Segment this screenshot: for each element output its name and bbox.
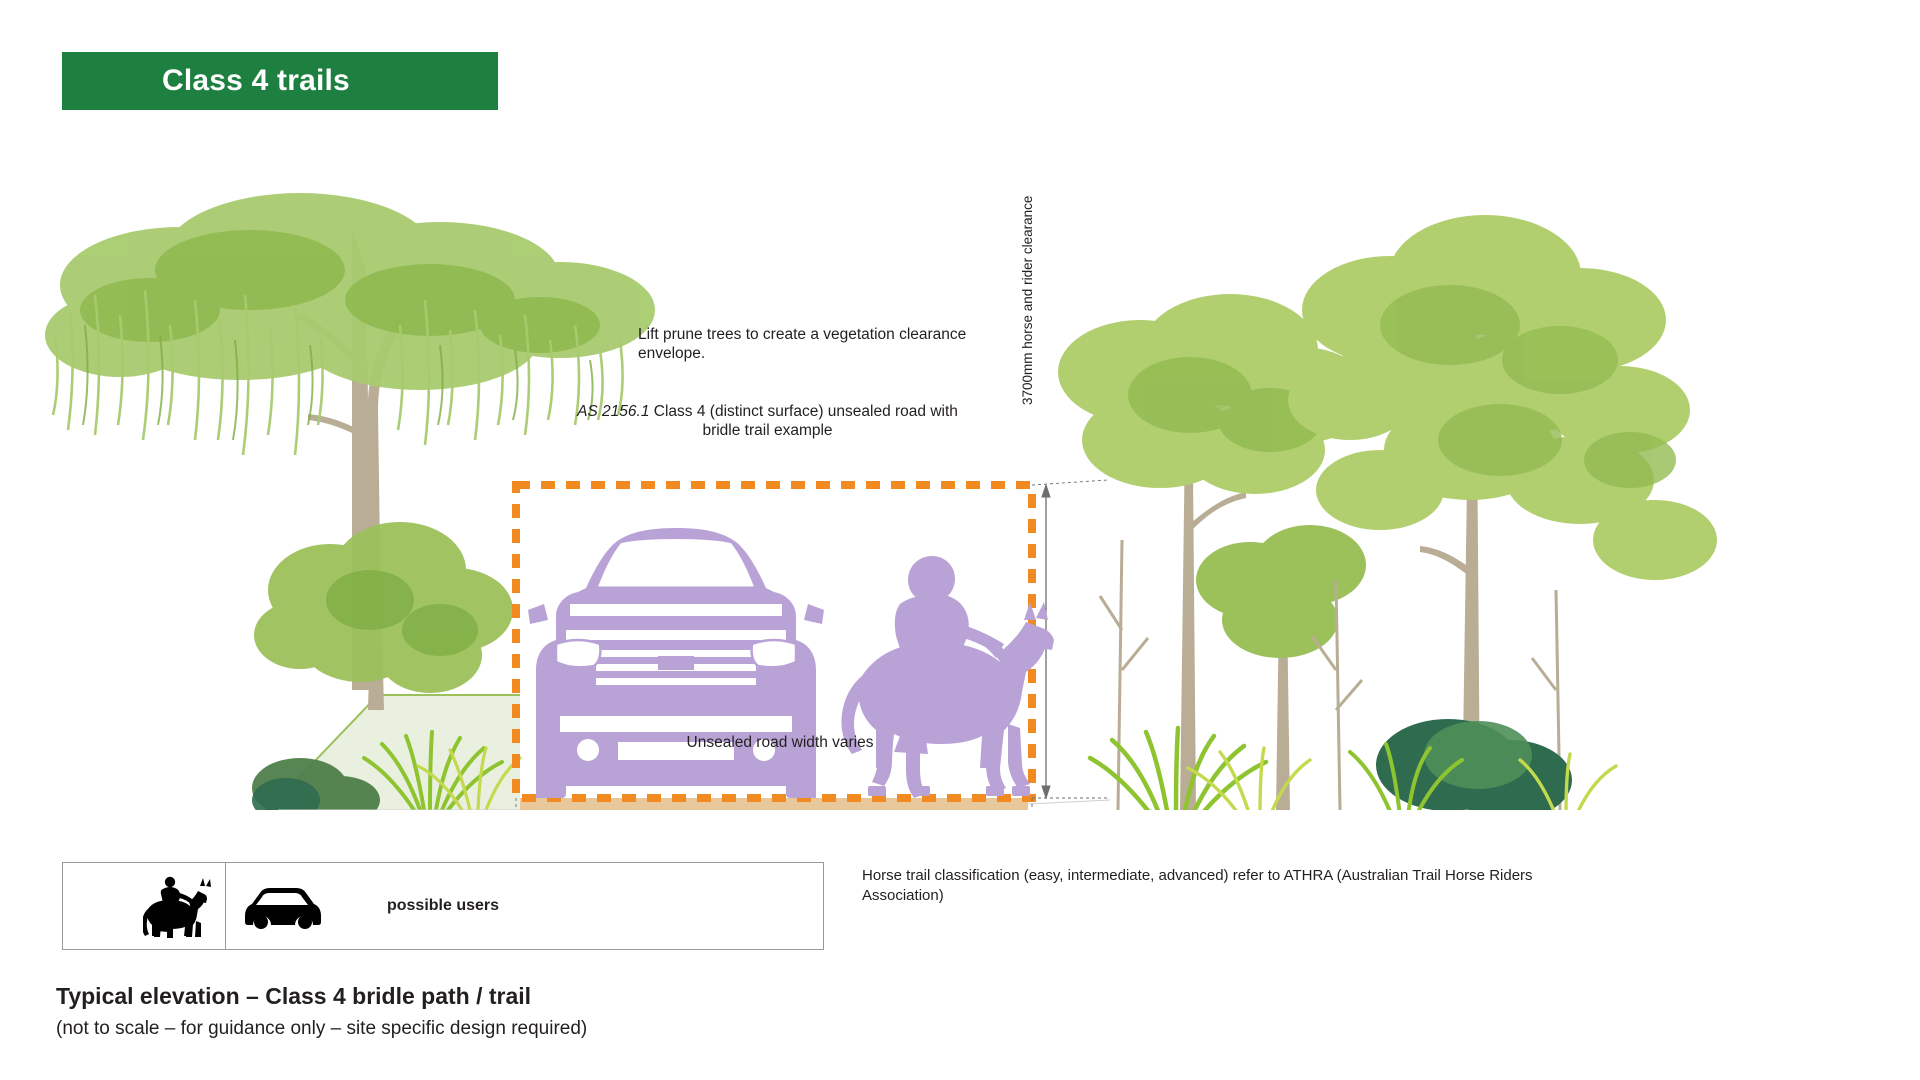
horse-and-rider-silhouette <box>841 556 1054 798</box>
figure-caption-title: Typical elevation – Class 4 bridle path / trail <box>56 983 532 1009</box>
prune-note-text: Lift prune trees to create a vegetation clearance envelope. <box>638 326 967 363</box>
right-understorey <box>1090 719 1616 810</box>
page-title: Class 4 trails <box>162 64 350 97</box>
left-mid-tree <box>254 522 513 710</box>
possible-users-label: possible users <box>386 897 500 914</box>
clearance-dimension-label: 3700mm horse and rider clearance <box>1020 195 1035 405</box>
right-tree-group <box>1058 215 1717 810</box>
standard-description: Class 4 (distinct surface) unsealed road with bridle trail example <box>649 403 958 440</box>
road-width-dimension-label: Unsealed road width varies <box>686 734 874 751</box>
vehicle-front-elevation <box>528 528 824 798</box>
page-title-banner <box>62 52 498 110</box>
trail-cross-section-illustration <box>0 110 1920 810</box>
standard-reference-text <box>570 402 965 441</box>
standard-code: AS 2156.1 <box>577 403 650 420</box>
figure-caption-subtitle: (not to scale – for guidance only – site specific design required) <box>56 1018 588 1039</box>
athra-classification-note: Horse trail classification (easy, intermediate, advanced) refer to ATHRA (Australian Trail Horse Riders Association) <box>862 867 1533 904</box>
possible-users-box <box>62 862 824 950</box>
